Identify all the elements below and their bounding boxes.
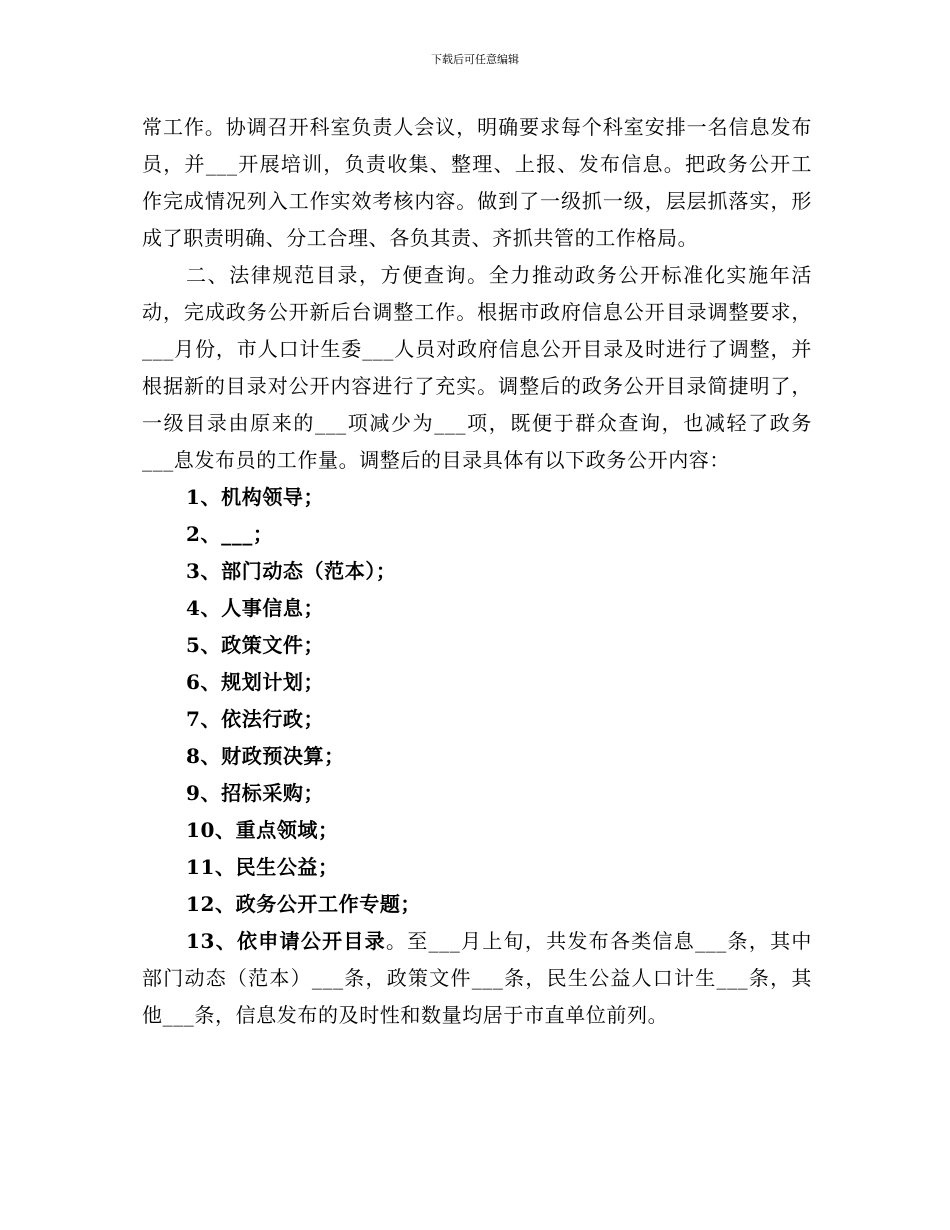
list-item: 1、机构领导；: [186, 485, 325, 509]
list-item: 12、政务公开工作专题；: [186, 892, 422, 916]
list-item: 5、政策文件；: [186, 633, 325, 657]
paragraph-work-arrangement: 常工作。协调召开科室负责人会议，明确要求每个科室安排一名信息发布员，并___开展培训，负责收集、整理、上报、发布信息。把政务公开工作完成情况列入工作实效考核内容。做到了一级抓一级，层层抓落实，形成了职责明确、分工合理、各负其责、齐抓共管的工作格局。: [142, 115, 812, 250]
list-item: 7、依法行政；: [186, 707, 325, 731]
paragraph-catalog-standardization: 二、法律规范目录，方便查询。全力推动政务公开标准化实施年活动，完成政务公开新后台调整工作。根据市政府信息公开目录调整要求，___月份，市人口计生委___人员对政府信息公开目录及时进行了调整，并根据新的目录对公开内容进行了充实。调整后的政务公开目录简捷明了，一级目录由原来的___项减少为___项，既便于群众查询，也减轻了政务___息发布员的工作量。调整后的目录具体有以下政务公开内容：: [142, 263, 812, 472]
list-item: 4、人事信息；: [186, 596, 325, 620]
list-item: 8、财政预决算；: [186, 744, 345, 768]
list-item: 2、___；: [186, 522, 274, 546]
list-item-apply-catalog: 13、依申请公开目录: [186, 929, 386, 953]
page-header: 下载后可任意编辑: [431, 53, 519, 66]
list-item: 10、重点领域；: [186, 818, 339, 842]
paragraph-apply-disclosure: [142, 923, 812, 1034]
list-item: 9、招标采购；: [186, 781, 325, 805]
list-item: 11、民生公益；: [186, 855, 339, 879]
list-item: 6、规划计划；: [186, 670, 325, 694]
document-body: [142, 109, 812, 1034]
list-item: 3、部门动态（范本）；: [186, 559, 397, 583]
paragraph-statistics: 。至___月上旬，共发布各类信息___条，其中部门动态（范本）___条，政策文件___条，民生公益人口计生___条，其他___条，信息发布的及时性和数量均居于市直单位前列。: [142, 929, 812, 1027]
